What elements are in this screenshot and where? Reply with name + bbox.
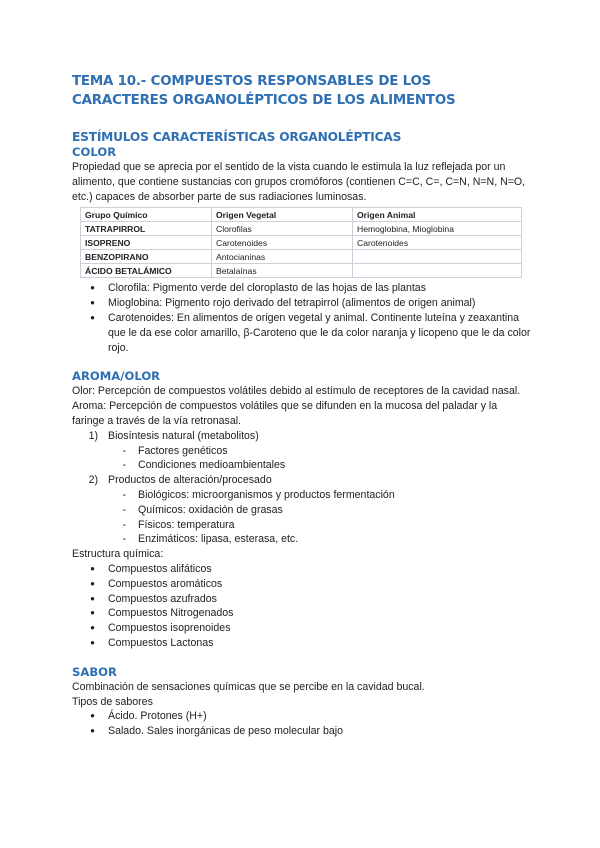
- dash-icon: -: [122, 503, 126, 516]
- table-cell: TATRAPIRROL: [81, 222, 212, 236]
- bullet-icon: ●: [90, 711, 95, 721]
- table-row: [81, 250, 522, 264]
- table-header-cell: Origen Animal: [353, 208, 522, 222]
- table-header-cell: Grupo Químico: [81, 208, 212, 222]
- sub-list-item: - Físicos: temperatura: [72, 518, 532, 533]
- aroma-definition: Aroma: Percepción de compuestos volátiles que se difunden en la mucosa del paladar y la faringe a través de la vía retronasal.: [72, 400, 498, 427]
- bullet-icon: ●: [90, 312, 95, 322]
- color-bullet-list: [72, 281, 532, 355]
- list-item: ● Salado. Sales inorgánicas de peso molecular bajo: [72, 724, 532, 739]
- bullet-icon: ●: [90, 593, 95, 603]
- aroma-heading: AROMA/OLOR: [72, 369, 161, 384]
- structure-label: Estructura química:: [72, 548, 164, 561]
- dash-icon: -: [122, 533, 126, 546]
- dash-icon: -: [122, 444, 126, 457]
- table-cell: Carotenoides: [353, 236, 522, 250]
- table-cell: Carotenoides: [212, 236, 353, 250]
- list-number: 2): [88, 474, 98, 487]
- bullet-icon: ●: [90, 726, 95, 736]
- table-cell: ISOPRENO: [81, 236, 212, 250]
- sub-list-item: - Biológicos: microorganismos y productos fermentación: [72, 488, 532, 503]
- sabor-intro: Combinación de sensaciones químicas que se percibe en la cavidad bucal.: [72, 680, 425, 693]
- document-title: [72, 72, 532, 110]
- color-heading: COLOR: [72, 145, 117, 159]
- list-item: ● Mioglobina: Pigmento rojo derivado del tetrapirrol (alimentos de origen animal): [72, 296, 532, 311]
- list-item: ● Compuestos isoprenoides: [72, 621, 532, 636]
- bullet-icon: ●: [90, 298, 95, 308]
- title-line-1: TEMA 10.- COMPUESTOS RESPONSABLES DE LOS: [72, 74, 432, 89]
- dash-icon: -: [122, 488, 126, 501]
- table-header-row: [81, 208, 522, 222]
- table-row: [81, 264, 522, 278]
- list-item: ● Compuestos Lactonas: [72, 636, 532, 651]
- pigment-table: [80, 207, 522, 278]
- section-heading: ESTÍMULOS CARACTERÍSTICAS ORGANOLÉPTICAS: [72, 130, 402, 144]
- bullet-icon: ●: [90, 608, 95, 618]
- list-item: ● Compuestos aromáticos: [72, 577, 532, 592]
- list-item: ● Compuestos azufrados: [72, 592, 532, 607]
- table-cell: Betalaínas: [212, 264, 353, 278]
- sub-list-item: - Enzimáticos: lipasa, esterasa, etc.: [72, 532, 532, 547]
- sub-list-item: - Factores genéticos: [72, 444, 532, 459]
- sabor-types-label: Tipos de sabores: [72, 695, 153, 708]
- list-item: ● Ácido. Protones (H+): [72, 709, 532, 724]
- sabor-types-list: [72, 709, 532, 739]
- list-item: ● Clorofila: Pigmento verde del cloroplasto de las hojas de las plantas: [72, 281, 532, 296]
- table-cell: Antocianinas: [212, 250, 353, 264]
- table-header-cell: Origen Vegetal: [212, 208, 353, 222]
- sabor-heading: SABOR: [72, 664, 117, 679]
- list-item: ● Compuestos Nitrogenados: [72, 606, 532, 621]
- table-cell: [353, 264, 522, 278]
- list-number: 1): [88, 429, 98, 442]
- list-item: ● Carotenoides: En alimentos de origen vegetal y animal. Continente luteína y zeaxantina que le da ese color amarillo, β-Caroteno que le da color naranja y licopeno que le da color rojo.: [72, 311, 532, 355]
- sub-list-item: - Químicos: oxidación de grasas: [72, 503, 532, 518]
- sub-list-item: - Condiciones medioambientales: [72, 458, 532, 473]
- dash-icon: -: [122, 459, 126, 472]
- aroma-numbered-list: [72, 429, 532, 547]
- table-cell: Clorofilas: [212, 222, 353, 236]
- table-row: [81, 236, 522, 250]
- document-page: [72, 72, 532, 739]
- bullet-icon: ●: [90, 283, 95, 293]
- list-item: ● Compuestos alifáticos: [72, 562, 532, 577]
- table-cell: [353, 250, 522, 264]
- olor-definition: Olor: Percepción de compuestos volátiles debido al estímulo de receptores de la cavidad nasal.: [72, 385, 521, 398]
- dash-icon: -: [122, 518, 126, 531]
- bullet-icon: ●: [90, 637, 95, 647]
- title-line-2: CARACTERES ORGANOLÉPTICOS DE LOS ALIMENTOS: [72, 93, 456, 108]
- bullet-icon: ●: [90, 563, 95, 573]
- structure-list: [72, 562, 532, 651]
- list-item: 2) Productos de alteración/procesado - Biológicos: microorganismos y productos fermentación - Químicos: oxidación de grasas - Físicos: temperatura - Enzimáticos: lipasa, esterasa, etc.: [72, 473, 532, 547]
- color-intro: Propiedad que se aprecia por el sentido de la vista cuando le estimula la luz reflejada por un alimento, que contiene sustancias con grupos cromóforos (contienen C=C, C=, C=N, N=N, N=O, etc.) capaces de absorber parte de sus radiaciones luminosas.: [72, 161, 526, 203]
- table-cell: ÁCIDO BETALÁMICO: [81, 264, 212, 278]
- bullet-icon: ●: [90, 578, 95, 588]
- table-row: [81, 222, 522, 236]
- list-item: 1) Biosíntesis natural (metabolitos) - Factores genéticos - Condiciones medioambientales: [72, 429, 532, 473]
- bullet-icon: ●: [90, 623, 95, 633]
- table-cell: Hemoglobina, Mioglobina: [353, 222, 522, 236]
- table-cell: BENZOPIRANO: [81, 250, 212, 264]
